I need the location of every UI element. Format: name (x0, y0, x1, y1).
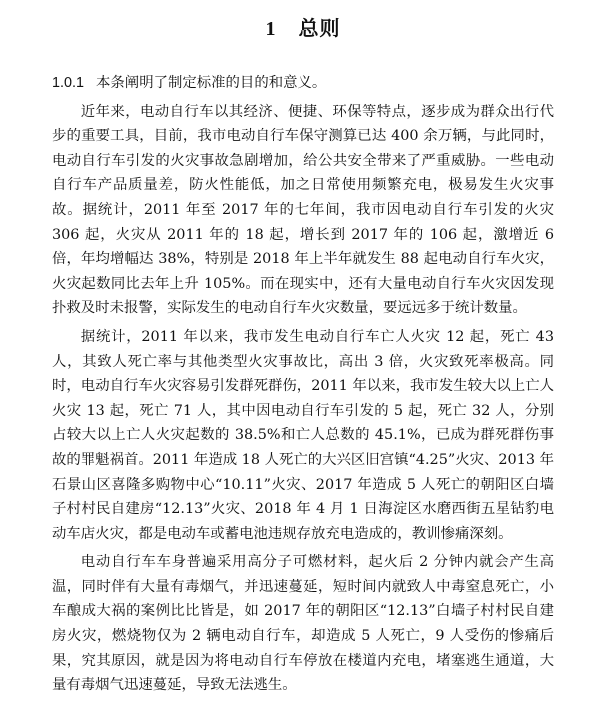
chapter-title: 总则 (298, 16, 341, 40)
chapter-heading (52, 14, 554, 43)
clause-text: 本条阐明了制定标准的目的和意义。 (96, 75, 327, 91)
chapter-number: 1 (265, 18, 277, 40)
paragraph-3: 电动自行车车身普遍采用高分子可燃材料，起火后 2 分钟内就会产生高温，同时伴有大量有毒烟气，并迅速蔓延，短时间内就致人中毒窒息死亡，小车酿成大祸的案例比比皆是，如 2017 年的朝阳区“12.13”白墙子村村民自建房火灾，燃烧物仅为 2 辆电动自行车，却造成 5 人死亡，9 人受伤的惨痛后果，究其原因，就是因为将电动自行车停放在楼道内充电，堵塞逃生通道，大量有毒烟气迅速蔓延，导致无法逃生。 (52, 554, 554, 694)
clause-heading (52, 71, 554, 96)
paragraph-2: 据统计，2011 年以来，我市发生电动自行车亡人火灾 12 起，死亡 43 人，其致人死亡率与其他类型火灾事故比，高出 3 倍，火灾致死率极高。同时，电动自行车火灾容易引发群死群伤，2011 年以来，我市发生较大以上亡人火灾 13 起，死亡 71 人，其中因电动自行车引发的 5 起，死亡 32 人，分别占较大以上亡人火灾起数的 38.5%和亡人总数的 45.1%，已成为群死群伤事故的罪魁祸首。2011 年造成 18 人死亡的大兴区旧宫镇“4.25”火灾、2013 年石景山区喜隆多购物中心“10.11”火灾、2017 年造成 5 人死亡的朝阳区白墙子村村民自建房“12.13”火灾、2018 年 4 月 1 日海淀区水磨西街五星钻豹电动车店火灾，都是电动车或蓄电池违规存放充电造成的，教训惨痛深刻。 (52, 328, 554, 542)
paragraph-1: 近年来，电动自行车以其经济、便捷、环保等特点，逐步成为群众出行代步的重要工具，目前，我市电动自行车保守测算已达 400 余万辆，与此同时，电动自行车引发的火灾事故急剧增加，给公共安全带来了严重威胁。一些电动自行车产品质量差，防火性能低，加之日常使用频繁充电，极易发生火灾事故。据统计，2011 年至 2017 年的七年间，我市因电动自行车引发的火灾 306 起，火灾从 2011 年的 18 起，增长到 2017 年的 106 起，激增近 6 倍，年均增幅达 38%，特别是 2018 年上半年就发生 88 起电动自行车火灾，火灾起数同比去年上升 105%。而在现实中，还有大量电动自行车火灾因发现扑救及时未报警，实际发生的电动自行车火灾数量，要远远多于统计数量。 (52, 103, 554, 317)
clause-number: 1.0.1 (52, 75, 85, 91)
